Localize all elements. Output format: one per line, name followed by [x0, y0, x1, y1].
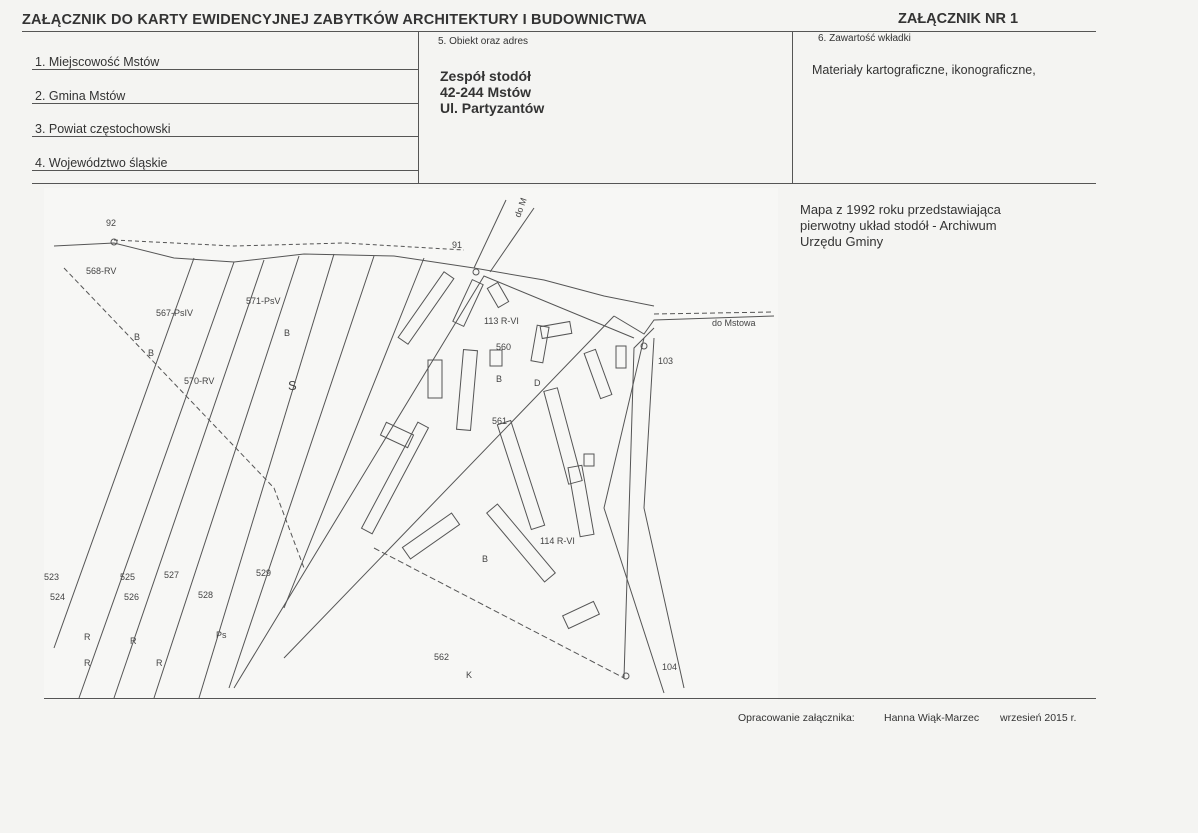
field-locality: 1. Miejscowość Mstów	[35, 55, 160, 69]
map-road-to-m-2	[490, 208, 534, 272]
author-name: Hanna Wiąk-Marzec	[884, 712, 980, 724]
map-label-s: S	[288, 378, 297, 393]
map-label-b2: B	[134, 332, 141, 342]
map-barn	[457, 350, 478, 431]
map-label-b1: B	[284, 328, 291, 338]
header-divider	[22, 31, 1096, 32]
object-name: Zespół stodół	[440, 68, 531, 84]
map-plot-line-12	[644, 338, 684, 688]
map-barn	[531, 325, 549, 363]
map-plot-line-11	[604, 338, 664, 693]
map-plot-line-dashed	[374, 548, 624, 678]
map-label-r1: R	[84, 632, 91, 642]
map-label-b4: B	[496, 374, 503, 384]
map-label-do-mstowa: do Mstowa	[712, 318, 756, 328]
map-plot-line-6	[229, 256, 374, 688]
map-point-91	[473, 269, 479, 275]
map-barn	[616, 346, 626, 368]
footer-divider	[44, 698, 1096, 699]
map-road-dashed	[114, 240, 464, 250]
map-caption-line3: Urzędu Gminy	[800, 234, 884, 249]
map-label-113: 113 R-VI	[484, 316, 519, 326]
contents-text: Materiały kartograficzne, ikonograficzne,	[812, 63, 1036, 77]
field3-underline	[32, 136, 418, 137]
map-point-92	[111, 239, 117, 245]
map-label-114: 114 R-VI	[540, 536, 575, 546]
map-label-ps: Ps	[216, 630, 227, 640]
map-barn	[362, 422, 429, 534]
map-plot-line-9	[284, 316, 614, 658]
map-label-92: 92	[106, 218, 117, 228]
field-county: 3. Powiat częstochowski	[35, 122, 171, 136]
column-divider-1	[418, 31, 419, 183]
contents-label: 6. Zawartość wkładki	[818, 33, 911, 44]
map-label-do-m: do M	[512, 196, 529, 219]
map-label-561: 561	[492, 416, 508, 426]
map-barn	[490, 350, 502, 366]
cadastral-map	[44, 188, 778, 700]
map-label-527: 527	[164, 570, 180, 580]
document-title: ZAŁĄCZNIK DO KARTY EWIDENCYJNEJ ZABYTKÓW ARCHITEKTURY I BUDOWNICTWA	[22, 12, 647, 28]
field1-underline	[32, 69, 418, 70]
map-label-r2: R	[84, 658, 91, 668]
cadastral-map-drawing	[44, 188, 778, 700]
form-bottom-line	[32, 183, 1096, 184]
map-barn	[402, 513, 459, 559]
map-label-r3: R	[130, 636, 137, 646]
map-label-528: 528	[198, 590, 214, 600]
map-barn	[487, 282, 508, 307]
map-plot-line-3	[114, 260, 264, 698]
map-caption	[800, 202, 1001, 250]
map-road-to-mstowa-dashed	[654, 312, 774, 314]
map-label-562: 562	[434, 652, 450, 662]
map-label-r4: R	[156, 658, 163, 668]
field-commune: 2. Gmina Mstów	[35, 89, 126, 103]
column-divider-2	[792, 31, 793, 183]
map-label-103: 103	[658, 356, 674, 366]
map-label-104: 104	[662, 662, 678, 672]
object-postcode: 42-244 Mstów	[440, 84, 532, 100]
field4-underline	[32, 170, 418, 171]
map-label-d: D	[534, 378, 541, 388]
map-plot-line-7	[284, 258, 424, 608]
map-label-560: 560	[496, 342, 512, 352]
map-label-526: 526	[124, 592, 140, 602]
object-label: 5. Obiekt oraz adres	[438, 36, 529, 47]
map-road-to-m-1	[474, 200, 506, 268]
map-barn	[584, 454, 594, 466]
map-caption-line1: Mapa z 1992 roku przedstawiająca	[800, 202, 1001, 217]
map-label-568: 568-RV	[86, 266, 117, 276]
map-label-529: 529	[256, 568, 272, 578]
map-barn	[380, 422, 413, 447]
map-label-525: 525	[120, 572, 136, 582]
prepared-by-label: Opracowanie załącznika:	[738, 712, 855, 724]
map-plot-line-2	[79, 262, 234, 698]
map-label-524: 524	[50, 592, 66, 602]
prepared-date: wrzesień 2015 r.	[1000, 712, 1077, 724]
map-barn	[563, 601, 600, 628]
map-barn	[584, 349, 612, 398]
map-caption-line2: pierwotny układ stodół - Archiwum	[800, 218, 997, 233]
attachment-number: ZAŁĄCZNIK NR 1	[898, 11, 1019, 27]
map-plot-line-10	[624, 328, 654, 678]
object-address	[440, 68, 544, 116]
map-label-523: 523	[44, 572, 60, 582]
map-label-570: 570-RV	[184, 376, 215, 386]
map-barn	[540, 321, 572, 338]
map-barn	[544, 388, 582, 484]
map-label-k: K	[466, 670, 473, 680]
map-label-b3: B	[148, 348, 155, 358]
object-street: Ul. Partyzantów	[440, 100, 545, 116]
map-label-567: 567-PsIV	[156, 308, 194, 318]
map-barn	[398, 272, 454, 344]
map-road-upper	[54, 243, 654, 306]
map-label-91: 91	[452, 240, 463, 250]
field2-underline	[32, 103, 418, 104]
map-label-571: 571-PsV	[246, 296, 281, 306]
field-voivodeship: 4. Województwo śląskie	[35, 156, 168, 170]
map-label-b5: B	[482, 554, 489, 564]
